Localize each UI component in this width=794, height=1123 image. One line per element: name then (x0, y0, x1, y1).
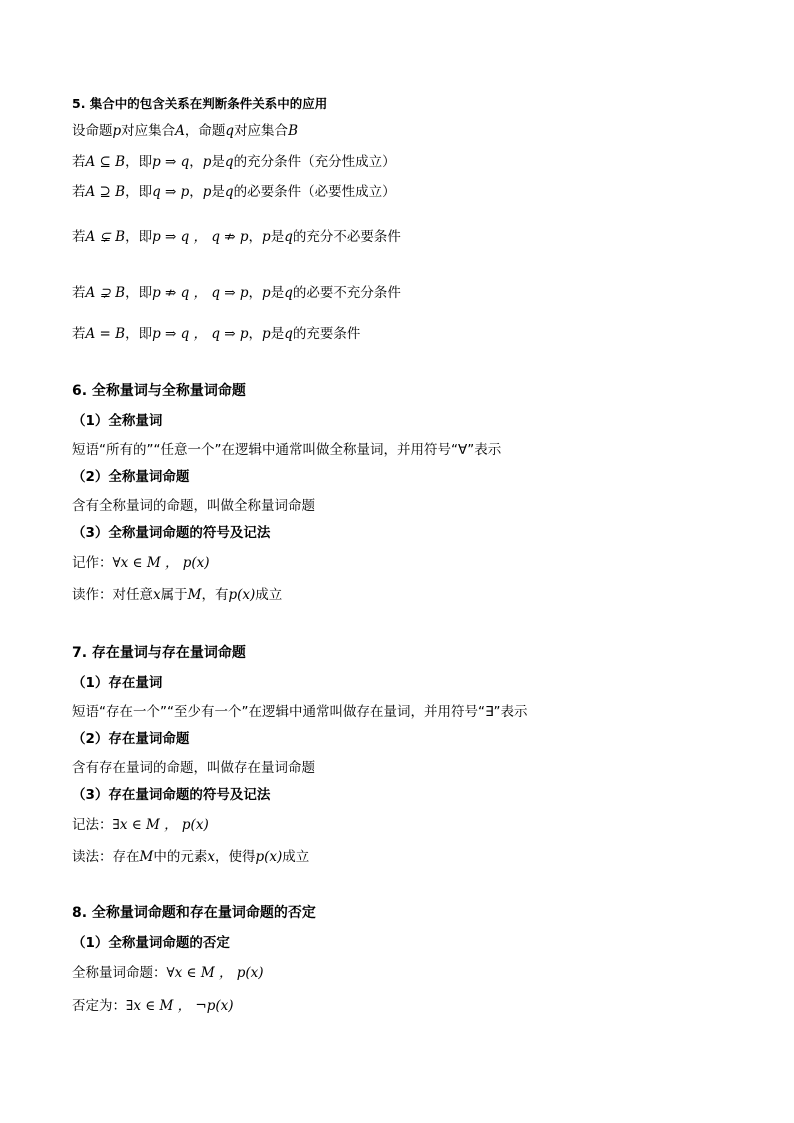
section-7-text-2: 含有存在量词的命题，叫做存在量词命题 (72, 760, 315, 776)
section-6-subheading-3: （3）全称量词命题的符号及记法 (72, 525, 271, 541)
section-6-text-2: 含有全称量词的命题，叫做全称量词命题 (72, 498, 315, 514)
section-8-title: 8. 全称量词命题和存在量词命题的否定 (72, 905, 316, 921)
section-6-subheading-1: （1）全称量词 (72, 413, 163, 429)
section-5-line-3: 若A ⊇ B，即q ⇒ p，p是q的必要条件（必要性成立） (72, 184, 396, 200)
section-7-text-1: 短语“存在一个”“至少有一个”在逻辑中通常叫做存在量词，并用符号“∃”表示 (72, 704, 528, 720)
section-6-text-1: 短语“所有的”“任意一个”在逻辑中通常叫做全称量词，并用符号“∀”表示 (72, 442, 502, 458)
section-8-negation: 否定为：∃x ∈ M ， ¬p(x) (72, 998, 234, 1014)
section-5-line-4: 若A ⊊ B，即p ⇒ q ， q ⇏ p，p是q的充分不必要条件 (72, 229, 401, 245)
section-7-notation: 记法：∃x ∈ M ， p(x) (72, 817, 209, 833)
section-6-notation: 记作：∀x ∈ M ， p(x) (72, 555, 210, 571)
section-7-subheading-3: （3）存在量词命题的符号及记法 (72, 787, 271, 803)
section-5-line-6: 若A = B，即p ⇒ q ， q ⇒ p，p是q的充要条件 (72, 326, 361, 342)
section-7-title: 7. 存在量词与存在量词命题 (72, 645, 246, 661)
section-6-reading: 读作：对任意x属于M，有p(x)成立 (72, 587, 283, 603)
section-7-reading: 读法：存在M中的元素x，使得p(x)成立 (72, 849, 310, 865)
section-6-subheading-2: （2）全称量词命题 (72, 469, 190, 485)
section-5-line-1: 设命题p对应集合A，命题q对应集合B (72, 123, 298, 139)
section-8-subheading-1: （1）全称量词命题的否定 (72, 935, 230, 951)
section-5-line-5: 若A ⊋ B，即p ⇏ q ， q ⇒ p，p是q的必要不充分条件 (72, 285, 401, 301)
section-6-title: 6. 全称量词与全称量词命题 (72, 383, 246, 399)
section-5-title: 5. 集合中的包含关系在判断条件关系中的应用 (72, 96, 328, 111)
section-5-line-2: 若A ⊆ B，即p ⇒ q，p是q的充分条件（充分性成立） (72, 154, 396, 170)
section-8-proposition: 全称量词命题：∀x ∈ M ， p(x) (72, 965, 264, 981)
section-7-subheading-2: （2）存在量词命题 (72, 731, 190, 747)
section-7-subheading-1: （1）存在量词 (72, 675, 163, 691)
